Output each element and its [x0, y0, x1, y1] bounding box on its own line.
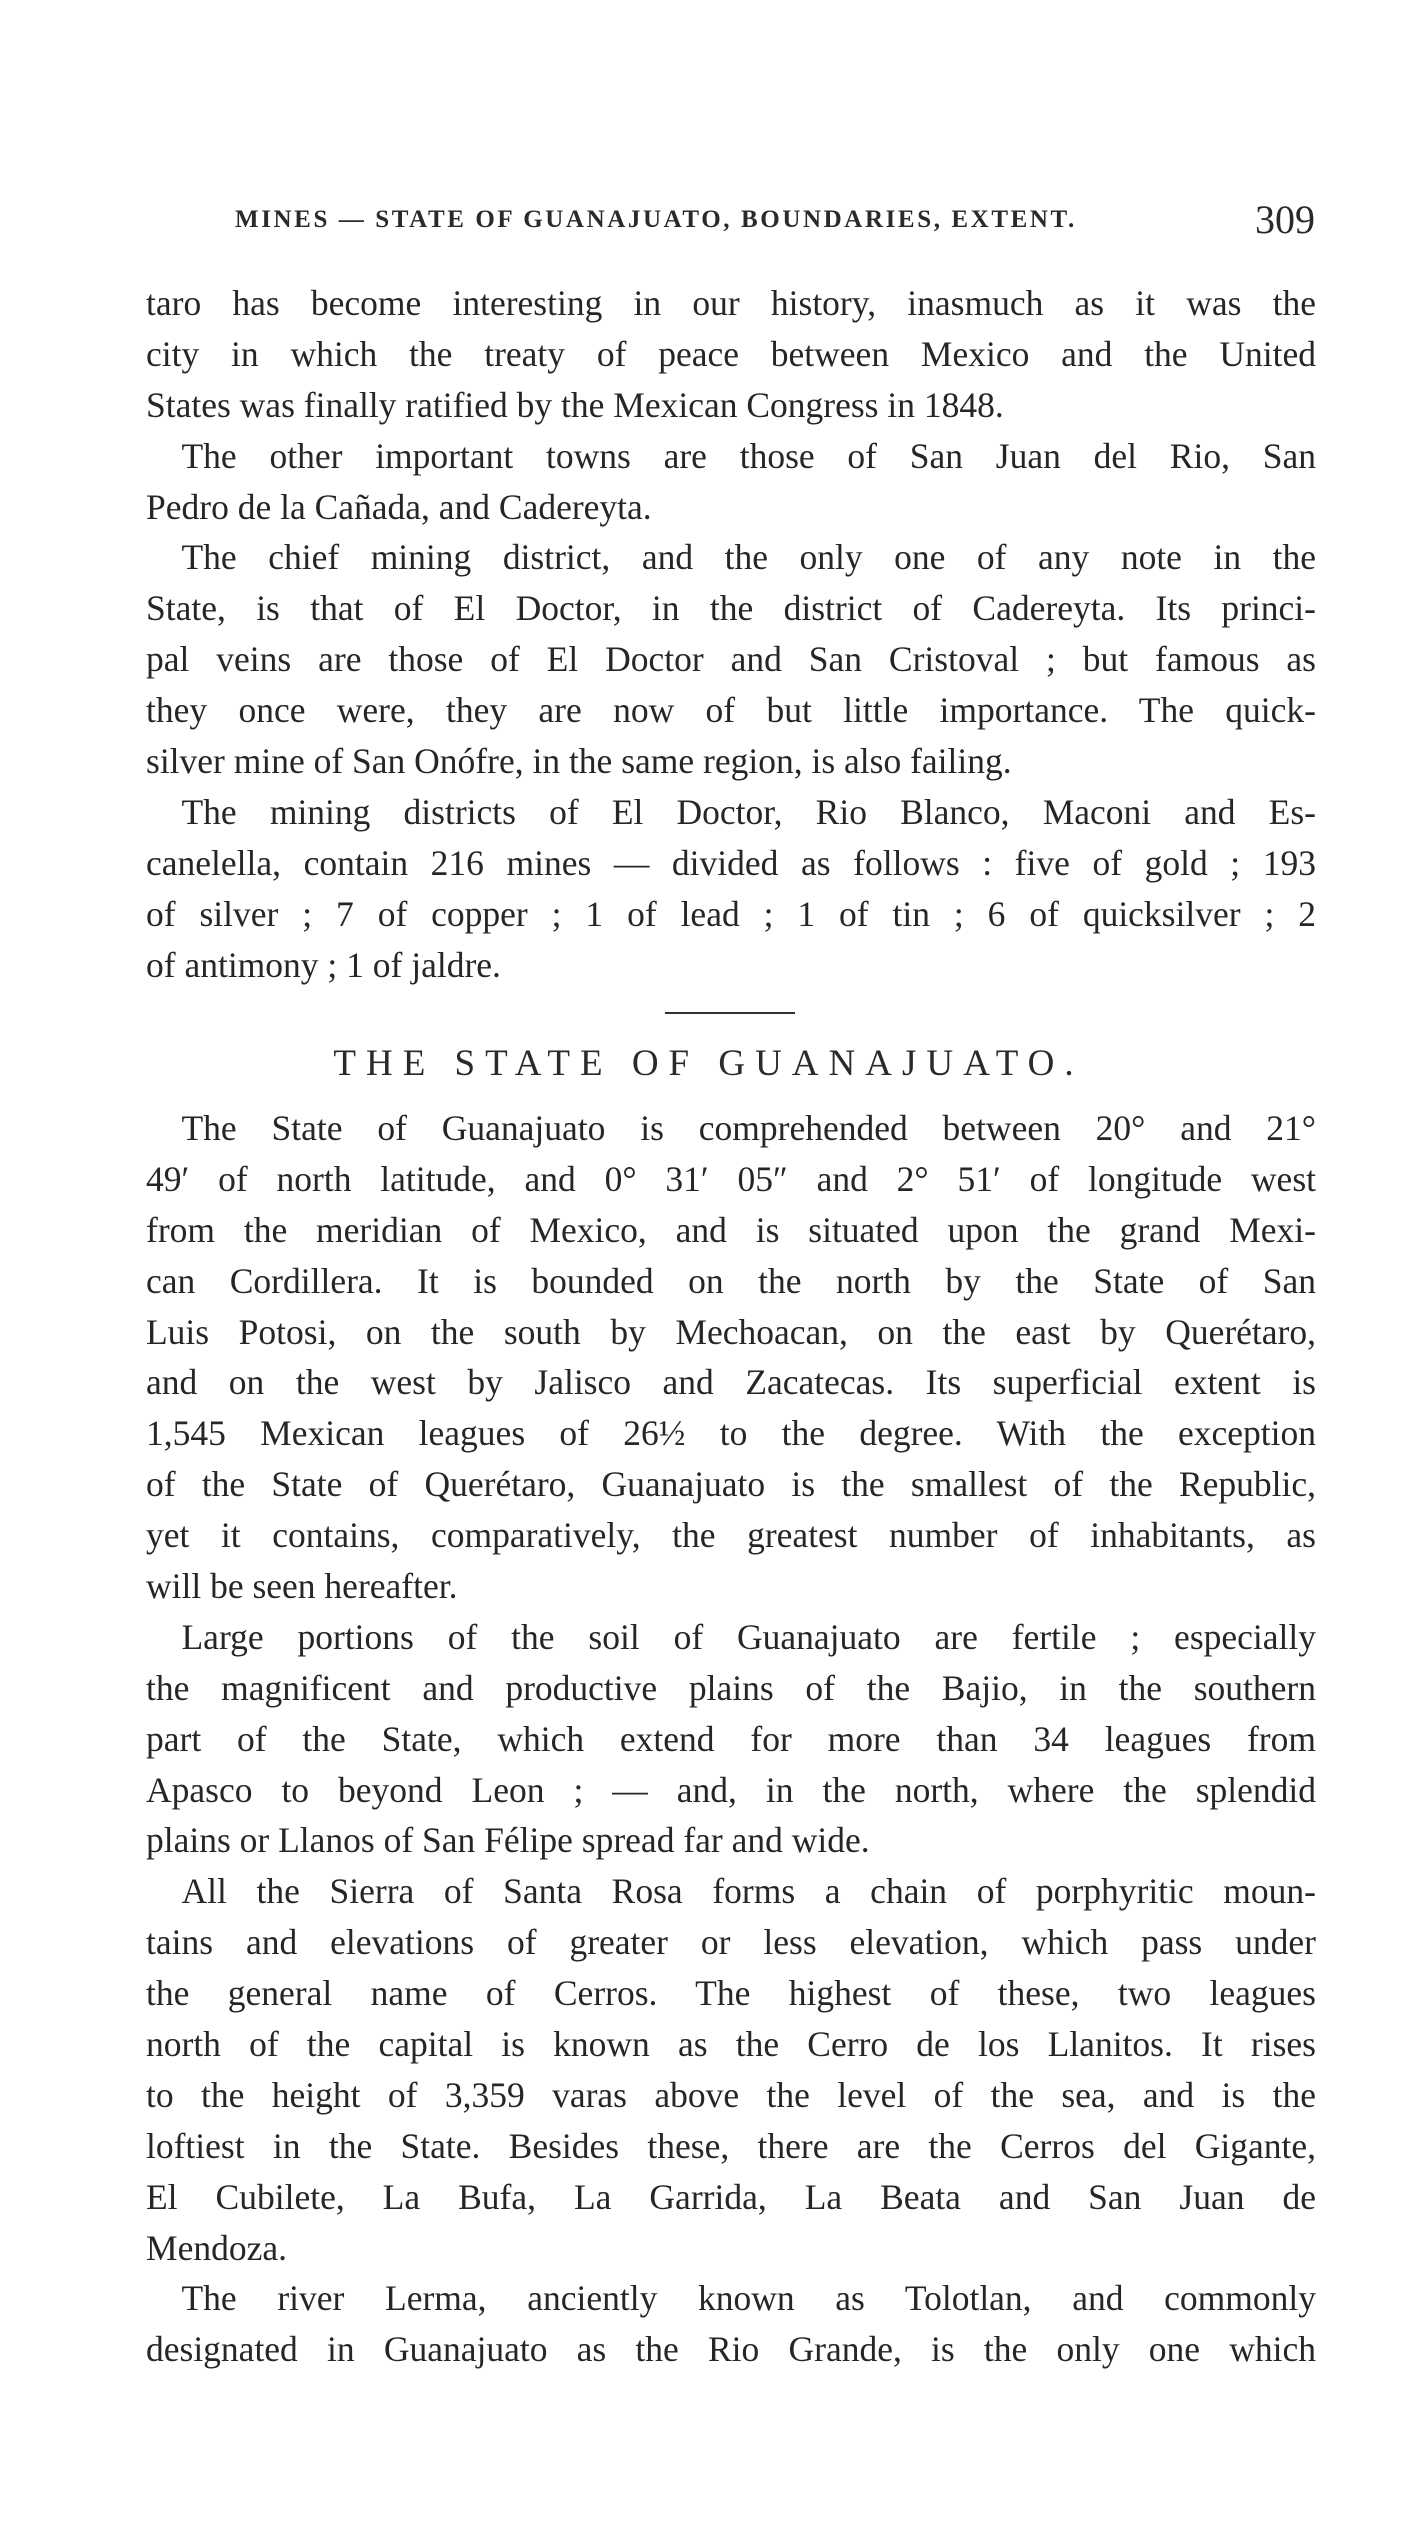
text-line: The mining districts of El Doctor, Rio Blanco, Maconi and Es- — [146, 791, 1316, 832]
text-line: from the meridian of Mexico, and is situated upon the grand Mexi- — [146, 1209, 1316, 1250]
text-line: the magnificent and productive plains of the Bajio, in the southern — [146, 1667, 1316, 1708]
text-line: Apasco to beyond Leon ; — and, in the north, where the splendid — [146, 1769, 1316, 1810]
running-head — [235, 196, 1315, 246]
text-line: 1,545 Mexican leagues of 26½ to the degree. With the exception — [146, 1413, 1316, 1454]
text-line: to the height of 3,359 varas above the level of the sea, and is the — [146, 2074, 1316, 2115]
text-line: of silver ; 7 of copper ; 1 of lead ; 1 of tin ; 6 of quicksilver ; 2 — [146, 893, 1316, 934]
text-line: city in which the treaty of peace between Mexico and the United — [146, 333, 1316, 374]
text-line: Pedro de la Cañada, and Cadereyta. — [146, 486, 652, 527]
text-line: States was finally ratified by the Mexican Congress in 1848. — [146, 384, 1004, 425]
text-line: of the State of Querétaro, Guanajuato is the smallest of the Republic, — [146, 1464, 1316, 1505]
text-block-top — [146, 278, 1316, 990]
text-line: north of the capital is known as the Cerro de los Llanitos. It rises — [146, 2024, 1316, 2065]
text-line: Mendoza. — [146, 2227, 287, 2268]
text-line: The river Lerma, anciently known as Tolotlan, and commonly — [146, 2278, 1316, 2319]
text-line: Luis Potosi, on the south by Mechoacan, on the east by Querétaro, — [146, 1311, 1316, 1352]
text-line: Large portions of the soil of Guanajuato are fertile ; especially — [146, 1616, 1316, 1657]
section-divider — [665, 1012, 795, 1014]
text-line: State, is that of El Doctor, in the district of Cadereyta. Its princi- — [146, 588, 1316, 629]
page-number: 309 — [1255, 197, 1315, 242]
text-line: pal veins are those of El Doctor and San Cristoval ; but famous as — [146, 639, 1316, 680]
text-line: tains and elevations of greater or less elevation, which pass under — [146, 1922, 1316, 1963]
text-line: The State of Guanajuato is comprehended between 20° and 21° — [146, 1108, 1316, 1148]
text-line: All the Sierra of Santa Rosa forms a chain of porphyritic moun- — [146, 1871, 1316, 1912]
running-head-title: MINES — STATE OF GUANAJUATO, BOUNDARIES, EXTENT. — [235, 206, 1077, 233]
text-block-main — [146, 1103, 1316, 2375]
text-line: The chief mining district, and the only one of any note in the — [146, 537, 1316, 578]
text-line: the general name of Cerros. The highest of these, two leagues — [146, 1973, 1316, 2014]
text-line: can Cordillera. It is bounded on the north by the State of San — [146, 1260, 1316, 1301]
text-line: and on the west by Jalisco and Zacatecas. Its superficial extent is — [146, 1362, 1316, 1403]
text-line: of antimony ; 1 of jaldre. — [146, 944, 501, 985]
text-line: The other important towns are those of San Juan del Rio, San — [146, 435, 1316, 476]
text-line: plains or Llanos of San Félipe spread far and wide. — [146, 1820, 870, 1861]
text-line: silver mine of San Onófre, in the same region, is also failing. — [146, 741, 1012, 782]
text-line: taro has become interesting in our history, inasmuch as it was the — [146, 283, 1316, 323]
section-heading: THE STATE OF GUANAJUATO. — [333, 1043, 1084, 1084]
text-line: loftiest in the State. Besides these, there are the Cerros del Gigante, — [146, 2125, 1316, 2166]
text-line: designated in Guanajuato as the Rio Grande, is the only one which — [146, 2329, 1316, 2370]
text-line: canelella, contain 216 mines — divided as follows : five of gold ; 193 — [146, 842, 1316, 883]
text-line: they once were, they are now of but little importance. The quick- — [146, 690, 1316, 731]
text-line: 49′ of north latitude, and 0° 31′ 05″ and 2° 51′ of longitude west — [146, 1158, 1316, 1199]
text-line: El Cubilete, La Bufa, La Garrida, La Beata and San Juan de — [146, 2176, 1316, 2217]
text-line: part of the State, which extend for more than 34 leagues from — [146, 1718, 1316, 1759]
text-line: yet it contains, comparatively, the greatest number of inhabitants, as — [146, 1515, 1316, 1556]
text-line: will be seen hereafter. — [146, 1566, 458, 1607]
